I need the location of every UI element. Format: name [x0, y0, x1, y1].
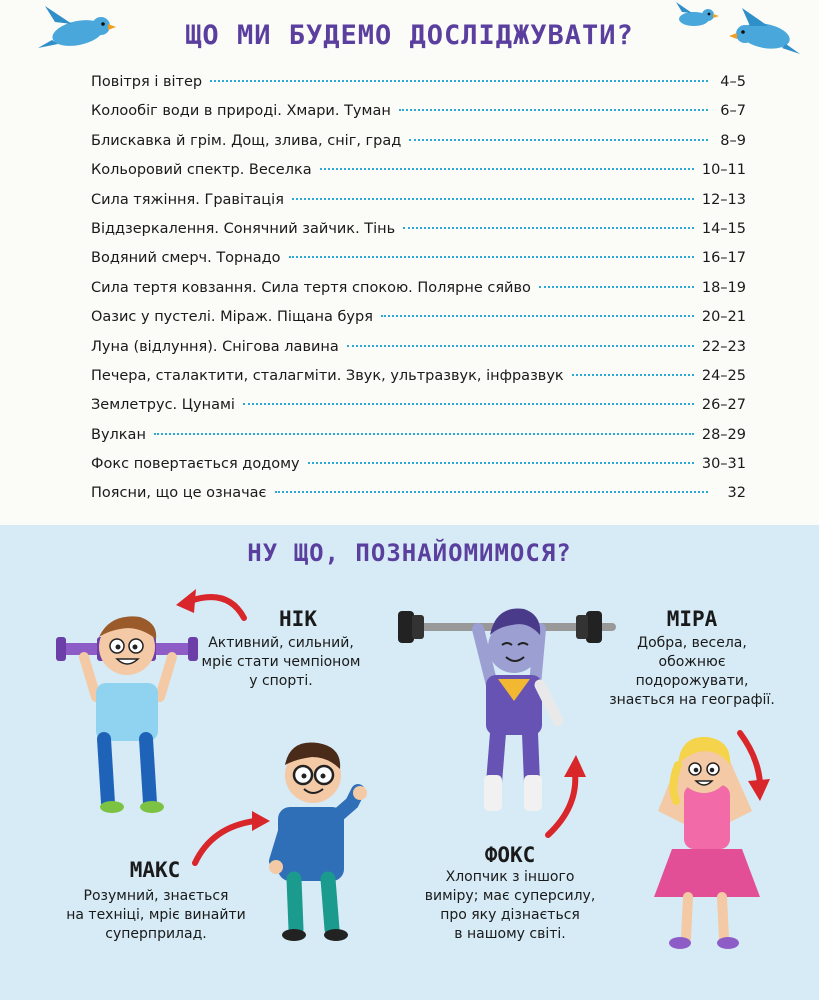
toc-leader-dots [381, 315, 694, 317]
mira-description: Добра, весела, обожнює подорожувати, знається на географії. [609, 635, 775, 708]
toc-leader-dots [275, 491, 709, 493]
toc-entry-pages: 16–17 [701, 250, 746, 267]
toc-entry-title: Вулкан [91, 426, 146, 443]
arrow-maks-icon [195, 811, 270, 863]
toc-entry-pages: 28–29 [701, 426, 746, 443]
arrow-mira-icon [740, 733, 770, 801]
toc-entry [91, 162, 746, 191]
toc-list [91, 74, 746, 515]
toc-leader-dots [399, 109, 708, 111]
toc-entry [91, 74, 746, 103]
maks-name: МАКС [129, 858, 181, 882]
nik-name: НІК [279, 607, 317, 631]
maks-description: Розумний, знається на техніці, мріє винайти суперприлад. [66, 888, 246, 942]
characters-section [0, 525, 819, 1000]
toc-entry-pages: 14–15 [701, 220, 746, 237]
toc-entry [91, 339, 746, 368]
arrow-foks-icon [548, 755, 586, 835]
toc-entry-pages: 8–9 [720, 132, 746, 149]
toc-leader-dots [154, 433, 694, 435]
toc-entry [91, 397, 746, 426]
toc-entry-title: Фокс повертається додому [91, 456, 300, 473]
toc-entry-title: Віддзеркалення. Сонячний зайчик. Тінь [91, 220, 396, 237]
toc-entry-pages: 22–23 [701, 338, 746, 355]
toc-entry [91, 221, 746, 250]
toc-entry-pages: 12–13 [701, 191, 746, 208]
toc-entry-pages: 32 [727, 485, 746, 502]
toc-entry-title: Колообіг води в природі. Хмари. Туман [91, 103, 391, 120]
toc-entry [91, 427, 746, 456]
toc-entry-title: Сила тяжіння. Гравітація [91, 191, 284, 208]
toc-entry [91, 309, 746, 338]
mira-illustration [654, 737, 760, 949]
foks-illustration [398, 609, 616, 811]
toc-entry-pages: 6–7 [720, 103, 746, 120]
maks-illustration [269, 742, 367, 941]
toc-entry [91, 280, 746, 309]
toc-heading: ЩО МИ БУДЕМО ДОСЛІДЖУВАТИ? [185, 20, 634, 51]
toc-leader-dots [403, 227, 694, 229]
nik-description: Активний, сильний, мріє стати чемпіоном у спорті. [201, 635, 361, 689]
toc-entry [91, 485, 746, 514]
toc-entry-pages: 20–21 [701, 309, 746, 326]
toc-entry [91, 133, 746, 162]
intro-heading: НУ ЩО, ПОЗНАЙОМИМОСЯ? [247, 539, 572, 567]
toc-entry [91, 368, 746, 397]
toc-entry-title: Оазис у пустелі. Міраж. Піщана буря [91, 309, 373, 326]
toc-leader-dots [320, 168, 694, 170]
toc-leader-dots [292, 198, 694, 200]
toc-entry-title: Землетрус. Цунамі [91, 397, 235, 414]
foks-name: ФОКС [484, 843, 536, 867]
toc-entry [91, 250, 746, 279]
toc-entry-pages: 10–11 [701, 162, 746, 179]
toc-entry-pages: 24–25 [701, 367, 746, 384]
toc-entry-title: Поясни, що це означає [91, 485, 267, 502]
toc-entry-title: Повітря і вітер [91, 74, 203, 90]
toc-entry-title: Блискавка й грім. Дощ, злива, сніг, град [91, 132, 402, 149]
toc-leader-dots [210, 80, 708, 82]
toc-leader-dots [572, 374, 694, 376]
toc-leader-dots [243, 403, 694, 405]
toc-entry-title: Кольоровий спектр. Веселка [91, 162, 312, 179]
toc-leader-dots [308, 462, 694, 464]
toc-entry-title: Печера, сталактити, сталагміти. Звук, ультразвук, інфразвук [91, 367, 564, 384]
toc-entry-pages: 4–5 [720, 74, 746, 90]
toc-entry-title: Сила тертя ковзання. Сила тертя спокою. Полярне сяйво [91, 279, 531, 296]
toc-entry-pages: 30–31 [701, 456, 746, 473]
toc-leader-dots [409, 139, 708, 141]
toc-entry-title: Водяний смерч. Торнадо [91, 250, 281, 267]
toc-leader-dots [347, 345, 694, 347]
toc-leader-dots [289, 256, 694, 258]
toc-entry-title: Луна (відлуння). Снігова лавина [91, 338, 339, 355]
toc-entry [91, 456, 746, 485]
toc-leader-dots [539, 286, 694, 288]
toc-entry-pages: 26–27 [701, 397, 746, 414]
toc-entry [91, 192, 746, 221]
toc-entry-pages: 18–19 [701, 279, 746, 296]
nik-illustration [56, 616, 198, 813]
arrow-nik-icon [176, 589, 244, 618]
toc-entry [91, 103, 746, 132]
foks-description: Хлопчик з іншого виміру; має суперсилу, про яку дізнається в нашому світі. [424, 869, 596, 942]
mira-name: МІРА [666, 607, 718, 631]
